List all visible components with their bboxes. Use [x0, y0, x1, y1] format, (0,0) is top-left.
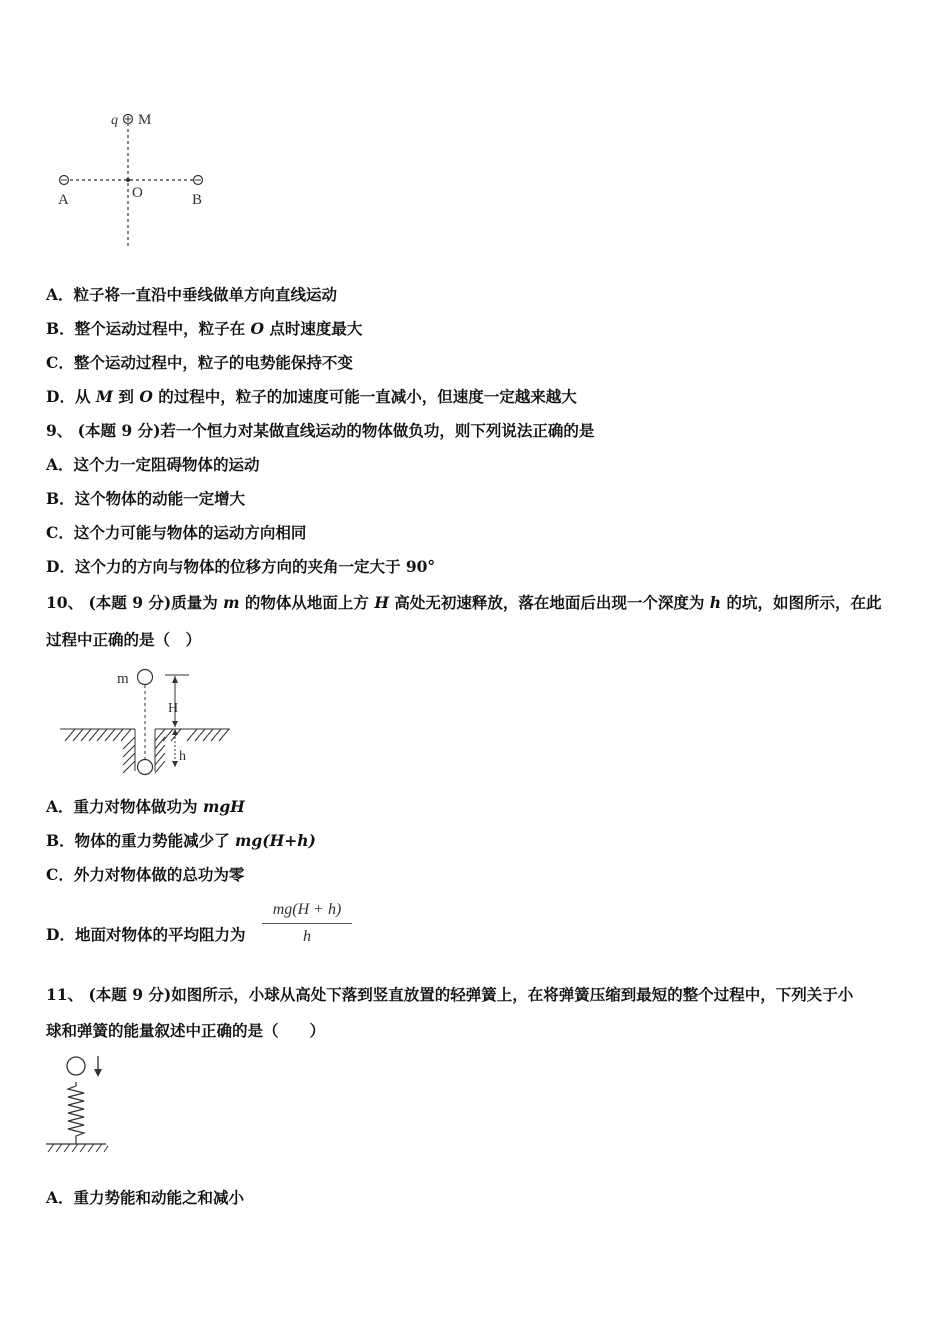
- q9-stem: 9、 (本题 9 分)若一个恒力对某做直线运动的物体做负功，则下列说法正确的是: [46, 421, 595, 440]
- option-text: 重力对物体做功为: [73, 797, 203, 816]
- option-label: C．: [46, 523, 74, 542]
- ball-top: [138, 670, 153, 685]
- option-text: 到: [113, 387, 140, 406]
- option-text: 这个力的方向与物体的位移方向的夹角一定大于 90°: [74, 557, 436, 576]
- q10-option-a: [46, 796, 245, 818]
- q9-option-c: [46, 522, 306, 544]
- label-m: m: [117, 671, 129, 687]
- q10-option-c: [46, 864, 244, 886]
- label-m: M: [138, 112, 152, 128]
- option-label: A．: [46, 455, 74, 474]
- q11-option-a: [46, 1187, 244, 1209]
- q10-stem-line2: 过程中正确的是（ ）: [46, 630, 202, 649]
- arrow-head: [172, 721, 178, 727]
- option-text: 粒子将一直沿中垂线做单方向直线运动: [73, 285, 338, 304]
- option-text: 这个力一定阻碍物体的运动: [73, 455, 260, 474]
- charge-m: [124, 115, 133, 124]
- charge-a: [60, 176, 69, 185]
- q8-option-d: [46, 386, 577, 408]
- fraction-bar: [262, 923, 352, 924]
- q10-option-d: [46, 924, 245, 946]
- stem-text: 的坑，如图所示，在此: [721, 593, 882, 612]
- q9-option-a: [46, 454, 260, 476]
- q10-stem-line1: [46, 592, 881, 614]
- option-text: 地面对物体的平均阻力为: [74, 925, 246, 944]
- stem-text: 高处无初速释放，落在地面后出现一个深度为: [388, 593, 710, 612]
- option-text: 整个运动过程中，粒子的电势能保持不变: [73, 353, 353, 372]
- option-label: D．: [46, 387, 75, 406]
- option-text: 外力对物体做的总功为零: [73, 865, 245, 884]
- option-text: 从: [74, 387, 96, 406]
- variable: H: [374, 593, 389, 612]
- ball: [67, 1057, 85, 1075]
- variable: h: [709, 593, 722, 612]
- option-text: 的过程中，粒子的加速度可能一直减小，但速度一定越来越大: [152, 387, 577, 406]
- option-label: D．: [46, 557, 75, 576]
- label-o: O: [132, 185, 143, 201]
- option-text: 重力势能和动能之和减小: [73, 1188, 245, 1207]
- option-label: C．: [46, 865, 74, 884]
- floor-hatch: [48, 1144, 108, 1152]
- fraction-denominator: h: [303, 928, 311, 945]
- formula: mg(H+h): [235, 831, 316, 850]
- q8-option-a: [46, 284, 337, 306]
- option-text: 这个力可能与物体的运动方向相同: [73, 523, 307, 542]
- option-text: 这个物体的动能一定增大: [74, 489, 246, 508]
- spring-diagram: [42, 1052, 117, 1157]
- arrow-head: [94, 1069, 102, 1077]
- option-label: B．: [46, 489, 75, 508]
- arrow-head: [172, 761, 178, 767]
- q9-option-b: [46, 488, 245, 510]
- q8-option-b: [46, 318, 362, 340]
- option-label: B．: [46, 831, 75, 850]
- stem-text: 10、 (本题 9 分)质量为: [46, 593, 224, 612]
- option-label: B．: [46, 319, 75, 338]
- stem-text: 的物体从地面上方: [239, 593, 375, 612]
- charge-b: [194, 176, 203, 185]
- q10-option-b: [46, 830, 316, 852]
- label-big-h: H: [168, 701, 179, 716]
- variable: M: [95, 387, 114, 406]
- q11-stem-line1: 11、 (本题 9 分)如图所示，小球从高处下落到竖直放置的轻弹簧上，在将弹簧压缩到最短的整个过程中，下列关于小: [46, 985, 854, 1004]
- variable: O: [139, 387, 153, 406]
- label-q: q: [111, 113, 118, 128]
- label-a: A: [58, 192, 69, 208]
- variable: m: [223, 593, 240, 612]
- option-text: 物体的重力势能减少了: [74, 831, 236, 850]
- ball-bottom: [138, 760, 153, 775]
- label-small-h: h: [179, 749, 186, 764]
- option-label: D．: [46, 925, 75, 944]
- q9-option-d: [46, 556, 435, 578]
- spring: [68, 1082, 84, 1144]
- option-label: A．: [46, 797, 74, 816]
- option-label: A．: [46, 1188, 74, 1207]
- option-label: C．: [46, 353, 74, 372]
- resistance-fraction: [262, 899, 352, 948]
- pit-diagram: [55, 665, 235, 780]
- variable: O: [250, 319, 265, 338]
- q8-option-c: [46, 352, 353, 374]
- point-o: [126, 178, 130, 182]
- arrow-head: [172, 676, 178, 683]
- label-b: B: [192, 192, 203, 208]
- formula: mgH: [202, 797, 245, 816]
- fraction-numerator: mg(H + h): [272, 901, 342, 918]
- q11-stem-line2: 球和弹簧的能量叙述中正确的是（ ）: [46, 1021, 326, 1040]
- option-text: 点时速度最大: [264, 319, 363, 338]
- option-label: A．: [46, 285, 74, 304]
- option-text: 整个运动过程中，粒子在: [74, 319, 251, 338]
- charge-diagram: [50, 105, 225, 255]
